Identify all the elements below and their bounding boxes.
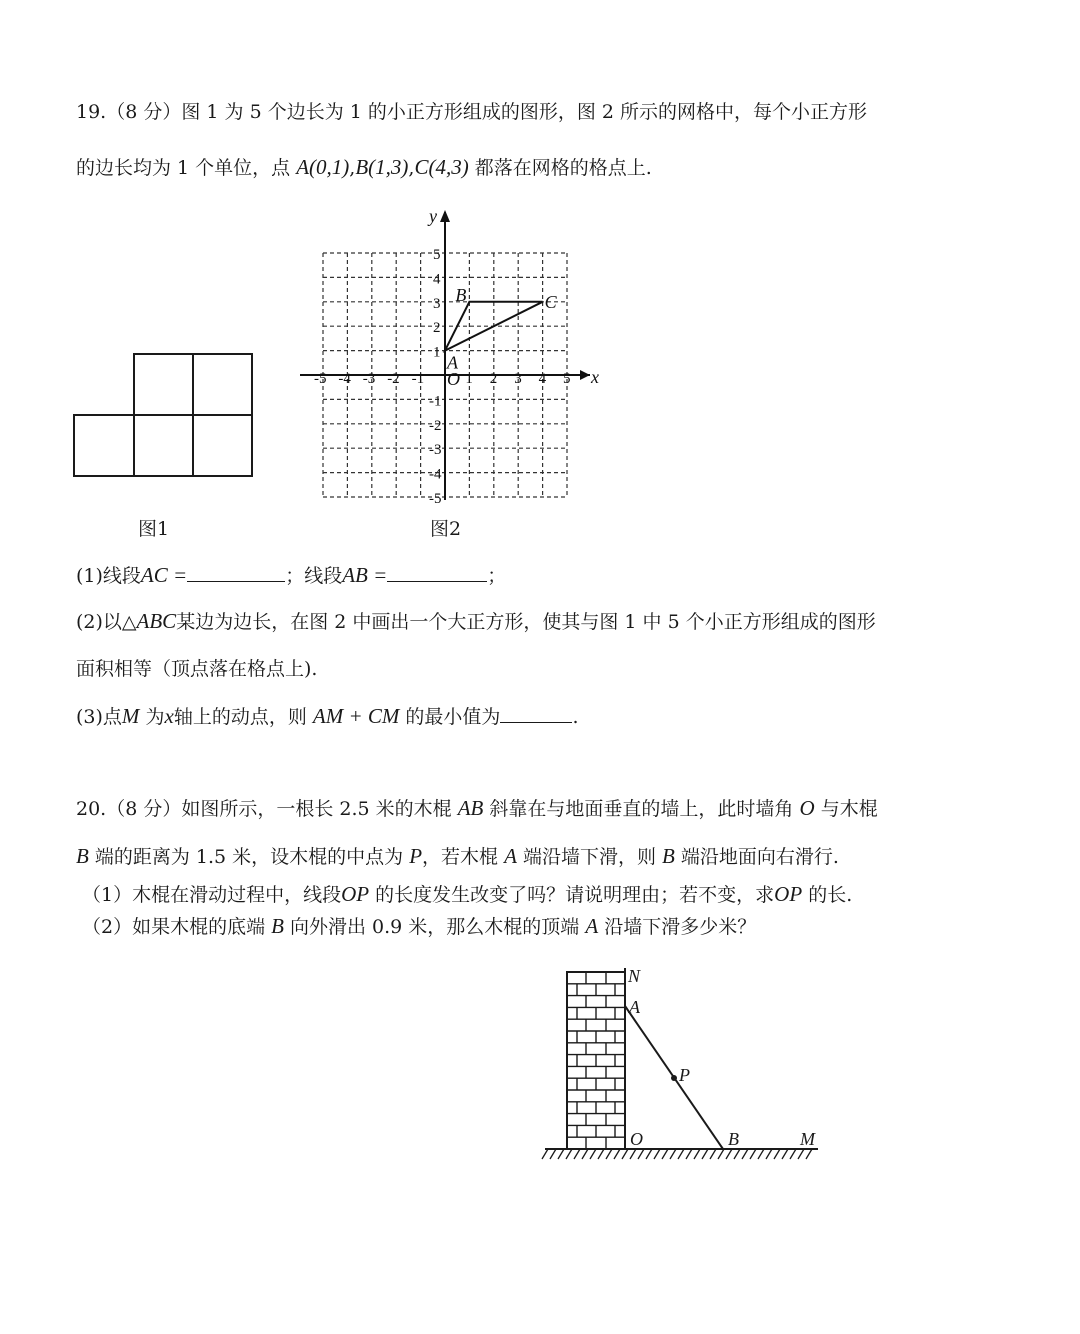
q19-part2-text: 某边为边长，在图 2 中画出一个大正方形，使其与图 1 中 5 个小正方形组成的图形 [176, 611, 876, 633]
y-tick-label: 5 [433, 247, 441, 263]
label-o: O [630, 1129, 643, 1149]
q19-part3-text3: 的最小值为 [405, 706, 501, 728]
q20-text1: 如图所示，一根长 2.5 米的木棍 [181, 798, 452, 820]
x-tick-label: -3 [362, 371, 376, 387]
q19-part3-label: (3)点 [76, 706, 122, 728]
expr-am-cm: AM + CM [312, 704, 400, 728]
wall-ladder-figure [540, 960, 830, 1170]
q20-part2 [82, 914, 756, 939]
y-tick-label: 2 [433, 320, 441, 337]
ground-hatch [550, 1149, 556, 1159]
x-tick-label: 1 [465, 371, 473, 387]
q20-part2-text2: 向外滑出 0.9 米，那么木棍的顶端 [290, 916, 580, 938]
fig1-square [134, 354, 193, 415]
q19-stem-line2: 的边长均为 1 个单位，点 A(0,1),B(1,3),C(4,3) 都落在网格的格点上. [76, 155, 652, 179]
fig1-caption: 图1 [138, 518, 170, 540]
q20-part1-text1: （1）木棍在滑动过程中，线段 [82, 884, 342, 906]
ground-hatch [638, 1149, 644, 1159]
ground-hatch [606, 1149, 612, 1159]
x-tick-label: -2 [387, 371, 400, 387]
x-tick-label: 5 [563, 371, 571, 387]
ground-hatch [678, 1149, 684, 1159]
figure-1 [72, 352, 256, 480]
q20-text3: 与木棍 [820, 798, 878, 820]
q20-number: 20. [76, 798, 107, 820]
label-point-c: C [544, 291, 557, 312]
end-a: A [504, 844, 517, 868]
ground-hatch [710, 1149, 716, 1159]
stick-ab: AB [457, 796, 484, 820]
ground-hatch [582, 1149, 588, 1159]
end-b: B [76, 844, 89, 868]
q19-part1-label: (1)线段 [76, 565, 141, 587]
segment-ab: AB = [342, 563, 388, 587]
ground-hatch [782, 1149, 788, 1159]
ground-hatch [598, 1149, 604, 1159]
ground-hatch [686, 1149, 692, 1159]
point-c-coord: C(4,3) [414, 155, 469, 179]
ground-hatch [670, 1149, 676, 1159]
segment-op-2: OP [774, 882, 803, 906]
ground-hatch [702, 1149, 708, 1159]
q20-part2-text3: 沿墙下滑多少米？ [604, 916, 757, 938]
y-tick-label: -3 [429, 442, 442, 459]
q19-part1 [76, 563, 506, 588]
ground-hatch [694, 1149, 700, 1159]
q19-part1-text: ；线段 [285, 565, 343, 587]
ground-hatch [766, 1149, 772, 1159]
q19-part3-end: . [572, 706, 579, 728]
q20-text4: 端的距离为 1.5 米，设木棍的中点为 [94, 846, 404, 868]
y-tick-label: 3 [433, 295, 441, 312]
point-p-dot [671, 1075, 677, 1081]
x-tick-label: 2 [489, 371, 498, 387]
q19-part1-end: ； [487, 565, 507, 587]
fig1-square [193, 415, 252, 476]
label-b: B [728, 1129, 739, 1149]
bottom-end-b: B [271, 914, 284, 938]
q20-part1-text3: 的长. [808, 884, 853, 906]
q19-stem-text1: 图 1 为 5 个边长为 1 的小正方形组成的图形，图 2 所示的网格中，每个小正方形 [181, 101, 868, 123]
y-tick-label: 4 [433, 271, 441, 288]
label-p: P [679, 1065, 690, 1085]
ground-hatch [542, 1149, 548, 1159]
q19-part3-text2: 轴上的动点，则 [173, 706, 307, 728]
label-a: A [629, 997, 640, 1017]
q19-stem-line1 [76, 100, 867, 124]
q20-part1-text2: 的长度发生改变了吗？请说明理由；若不变，求 [375, 884, 775, 906]
q20-text2: 斜靠在与地面垂直的墙上，此时墙角 [489, 798, 794, 820]
fig1-square [193, 354, 252, 415]
answer-blank-ac[interactable] [187, 563, 285, 582]
ground-hatch [734, 1149, 740, 1159]
midpoint-p: P [409, 844, 423, 868]
q20-text6: 端沿墙下滑，则 [522, 846, 656, 868]
q19-part2-label: (2)以△ [76, 611, 137, 633]
ground-hatch [806, 1149, 812, 1159]
ground-hatch [614, 1149, 620, 1159]
ground-hatch [750, 1149, 756, 1159]
label-point-b: B [455, 284, 467, 305]
fig1-square [74, 415, 134, 476]
fig1-square [134, 415, 193, 476]
origin-label: O [447, 369, 460, 389]
point-b-coord: B(1,3) [355, 155, 409, 179]
ground-hatch [790, 1149, 796, 1159]
point-m: M [121, 704, 140, 728]
q20-score: （8 分） [106, 798, 182, 820]
x-tick-label: 3 [514, 371, 522, 387]
ground-hatch [558, 1149, 564, 1159]
y-tick-label: -1 [429, 393, 442, 410]
y-tick-label: -4 [429, 466, 442, 483]
q19-part2 [76, 609, 876, 634]
q20-line1 [76, 796, 878, 821]
q20-part1 [82, 882, 852, 907]
q19-number: 19. [76, 101, 107, 123]
answer-blank-ab[interactable] [387, 563, 487, 582]
q19-part3 [76, 704, 578, 729]
y-axis-label: y [429, 206, 437, 226]
ground-hatch [742, 1149, 748, 1159]
fig2-caption: 图2 [430, 518, 462, 540]
q19-part2-line2: 面积相等（顶点落在格点上). [76, 658, 318, 680]
x-axis-symbol: x [164, 704, 174, 728]
x-tick-label: -5 [314, 371, 327, 387]
ground-hatch [622, 1149, 628, 1159]
ground-hatch [654, 1149, 660, 1159]
q19-stem-text2: 的边长均为 1 个单位，点 [76, 157, 291, 179]
end-b-2: B [662, 844, 675, 868]
ground-hatch [646, 1149, 652, 1159]
q20-part2-text1: （2）如果木棍的底端 [82, 916, 266, 938]
point-a-coord: A(0,1) [296, 155, 350, 179]
x-axis-label: x [591, 367, 599, 387]
x-axis-arrow [580, 370, 590, 380]
ground-hatch [718, 1149, 724, 1159]
q20-line2 [76, 844, 839, 869]
segment-op: OP [341, 882, 370, 906]
q20-text5: ，若木棍 [422, 846, 499, 868]
ground-hatch [774, 1149, 780, 1159]
x-tick-label: -1 [411, 371, 425, 387]
y-tick-label: 1 [433, 344, 441, 361]
label-point-a: A [447, 352, 458, 373]
q19-stem-text3: 都落在网格的格点上. [474, 157, 652, 179]
y-axis-arrow [440, 210, 450, 222]
segment-ac: AC = [140, 563, 188, 587]
q20-text7: 端沿地面向右滑行. [680, 846, 839, 868]
ground-hatch [574, 1149, 580, 1159]
x-tick-label: -4 [338, 371, 351, 387]
top-end-a: A [585, 914, 599, 938]
ground-hatch [726, 1149, 732, 1159]
ground-hatch [662, 1149, 668, 1159]
label-m: M [800, 1129, 815, 1149]
x-tick-label: 4 [538, 371, 547, 387]
answer-blank-min[interactable] [500, 704, 572, 723]
ground-hatch [798, 1149, 804, 1159]
ground-hatch [590, 1149, 596, 1159]
ground-hatch [630, 1149, 636, 1159]
q19-score: （8 分） [106, 101, 182, 123]
figure-2-grid [290, 200, 600, 510]
ground-hatch [566, 1149, 572, 1159]
y-tick-label: -2 [429, 417, 442, 434]
ground-hatch [758, 1149, 764, 1159]
q19-part3-text: 为 [145, 706, 165, 728]
label-n: N [628, 966, 641, 986]
y-tick-label: -5 [429, 491, 442, 507]
corner-o: O [799, 796, 815, 820]
triangle-abc: ABC [136, 609, 177, 633]
